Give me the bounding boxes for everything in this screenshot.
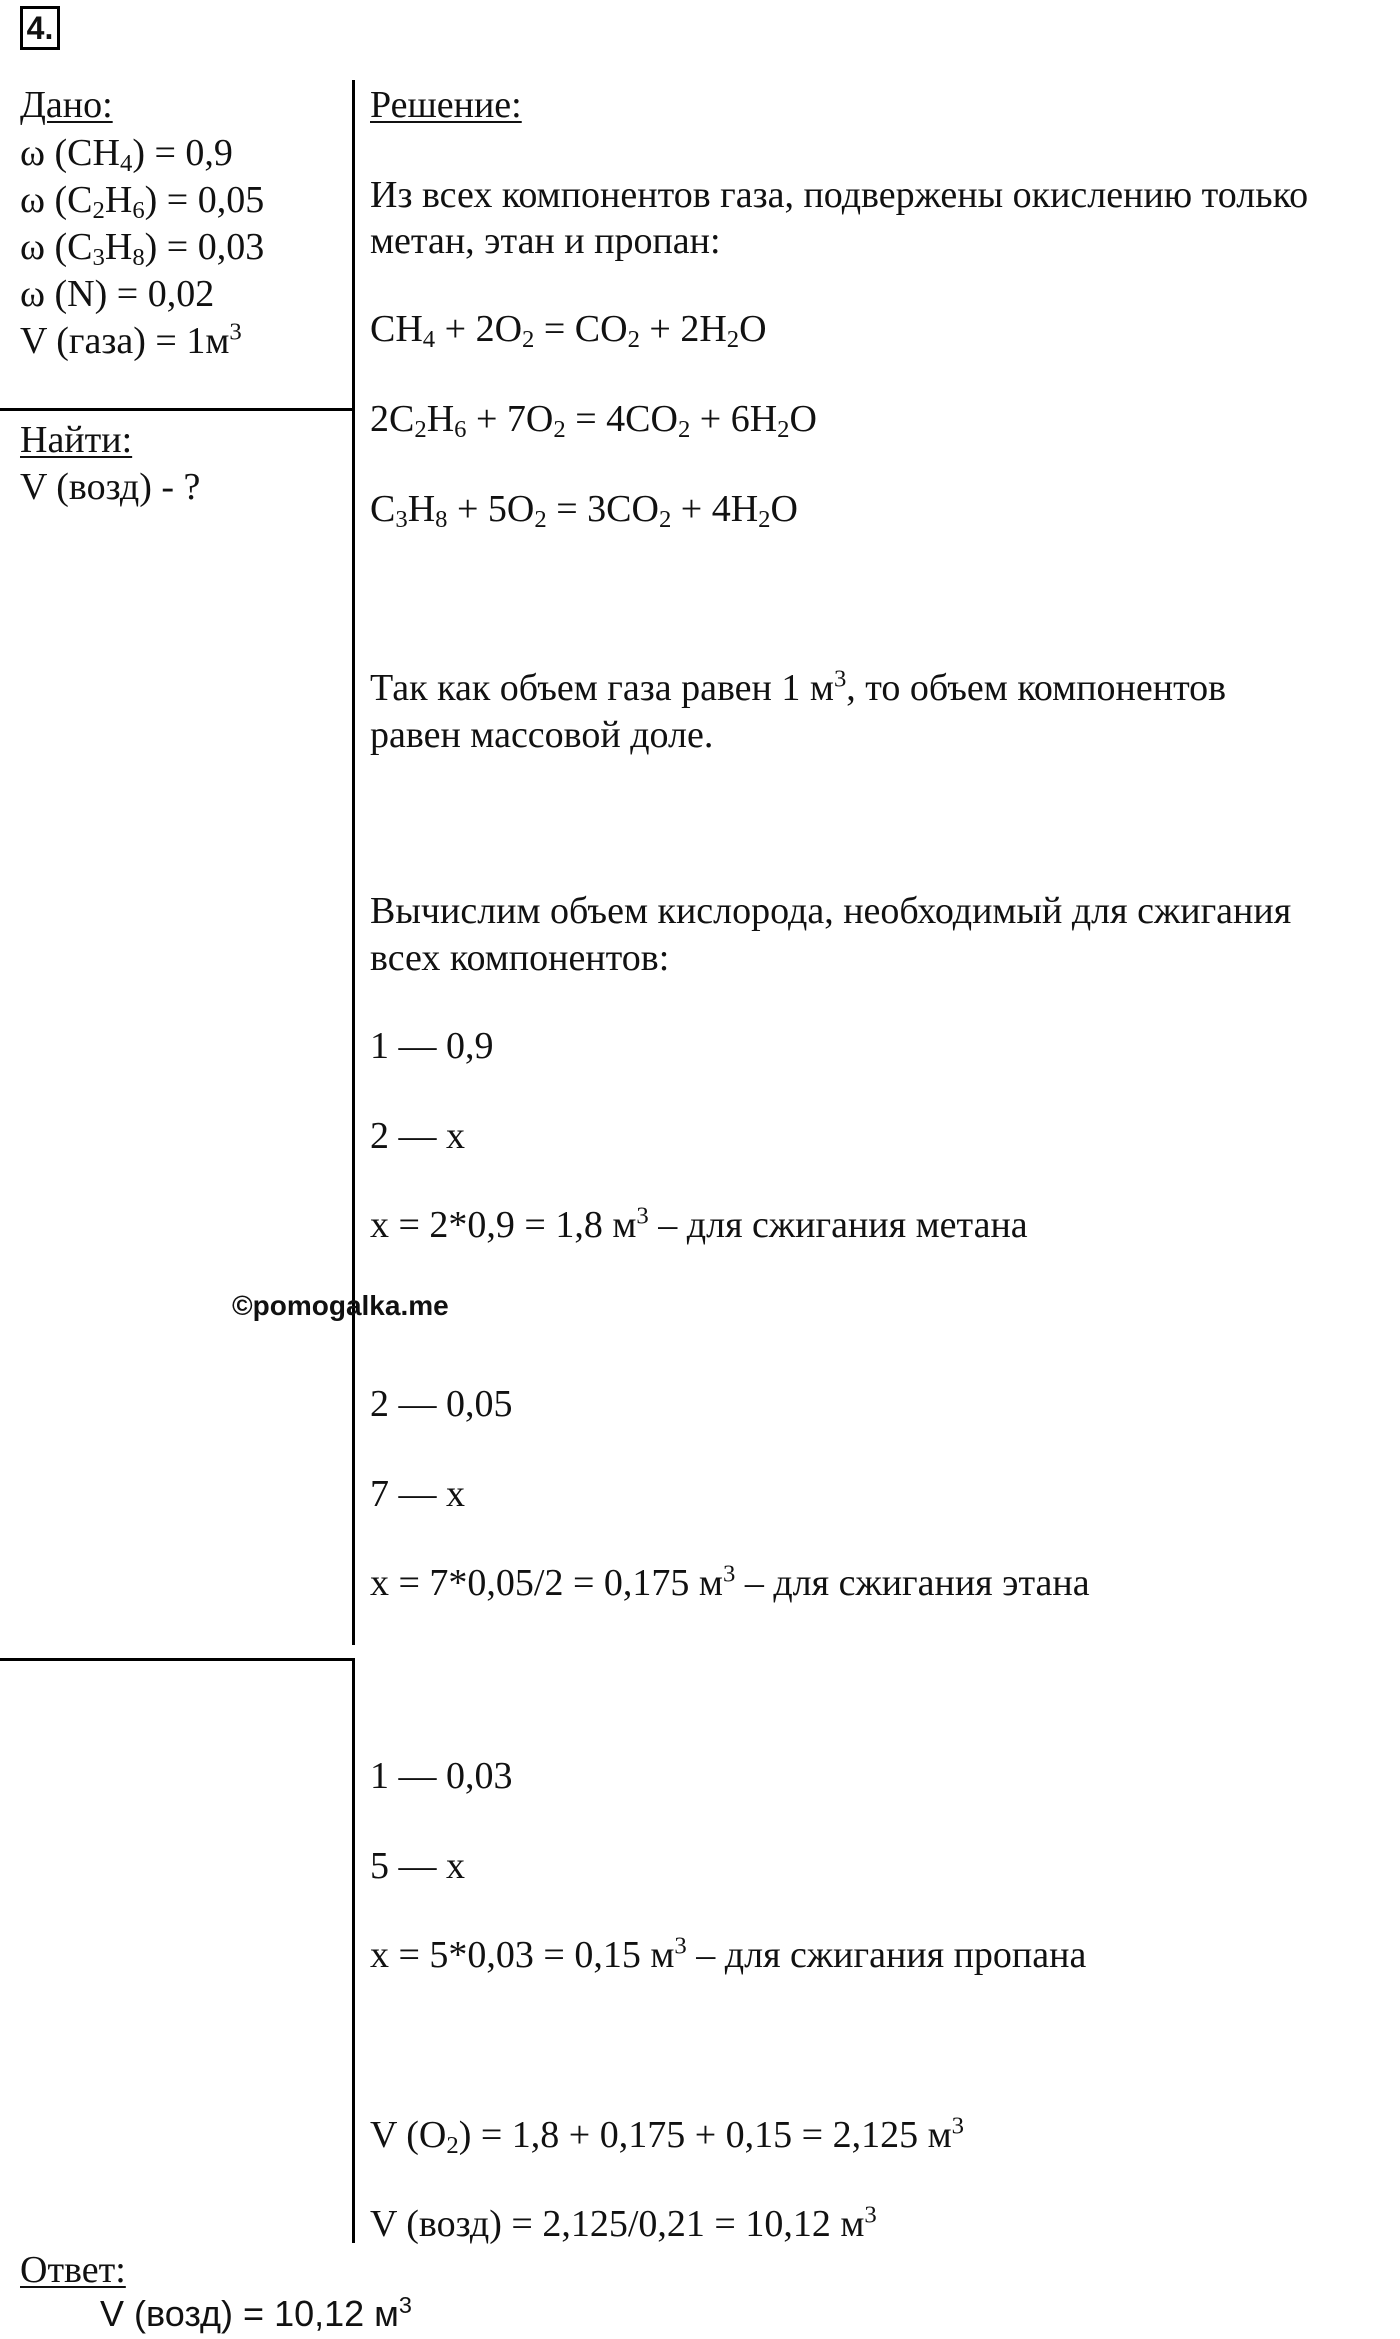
given-line-n: ω (N) = 0,02 [20,273,215,315]
vertical-divider-top [352,80,355,1645]
given-line-gas-volume: V (газа) = $1м^3$ [20,318,242,362]
given-line-ch4: ω $(CH_4) = 0,9$ [20,132,233,178]
given-line-c2h6: ω $(C_2H_6) = 0,05$ [20,179,265,225]
answer-text: V (возд) = 10,12 $м^3$ [100,2292,412,2334]
find-text: V (возд) - ? [20,466,201,508]
equation-propane: $C_3H_8 + 5O_2 = 3CO_2 + 4H_2O$ [370,488,798,534]
oxygen-intro-line-1: Вычислим объем кислорода, необходимый для сжигания [370,890,1292,932]
given-heading: Дано: [20,84,113,126]
methane-ratio-2: 2 — x [370,1115,465,1157]
given-line-c3h8: ω $(C_3H_8) = 0,03$ [20,226,265,272]
section-break-line [0,1658,352,1661]
total-air-volume: V (возд) = 2,125/0,21 = 10,12 $м^3$ [370,2201,877,2245]
oxygen-intro-line-2: всех компонентов: [370,937,670,979]
ethane-ratio-1: 2 — 0,05 [370,1383,513,1425]
vertical-divider-bottom [352,1658,355,2243]
volume-note-line-1: Так как объем газа равен 1 $м^3$, то объем компонентов [370,665,1227,709]
problem-number: 4. [20,6,60,50]
solution-intro-line-1: Из всех компонентов газа, подвержены окислению только [370,174,1309,216]
total-oxygen-volume: V $(O_2) = 1,8 + 0,175 + 0,15 = 2,125$ $м^3$ [370,2112,964,2160]
methane-calculation: x = 2*0,9 = 1,8 $м^3$ – для сжигания метана [370,1202,1028,1246]
watermark: ©pomogalka.me [232,1290,449,1321]
equation-ethane: $2C_2H_6 + 7O_2 = 4CO_2 + 6H_2O$ [370,398,817,444]
propane-ratio-1: 1 — 0,03 [370,1755,513,1797]
equation-methane: $CH_4 + 2O_2 = CO_2 + 2H_2O$ [370,308,767,354]
answer-heading: Ответ: [20,2249,126,2291]
ethane-calculation: x = 7*0,05/2 = 0,175 $м^3$ – для сжигания этана [370,1560,1090,1604]
find-heading: Найти: [20,419,133,461]
propane-calculation: x = 5*0,03 = 0,15 $м^3$ – для сжигания пропана [370,1932,1087,1976]
ethane-ratio-2: 7 — x [370,1473,465,1515]
solution-intro-line-2: метан, этан и пропан: [370,220,721,262]
volume-note-line-2: равен массовой доле. [370,714,714,756]
given-find-divider [0,408,352,411]
solution-heading: Решение: [370,84,522,126]
propane-ratio-2: 5 — x [370,1845,465,1887]
methane-ratio-1: 1 — 0,9 [370,1025,494,1067]
